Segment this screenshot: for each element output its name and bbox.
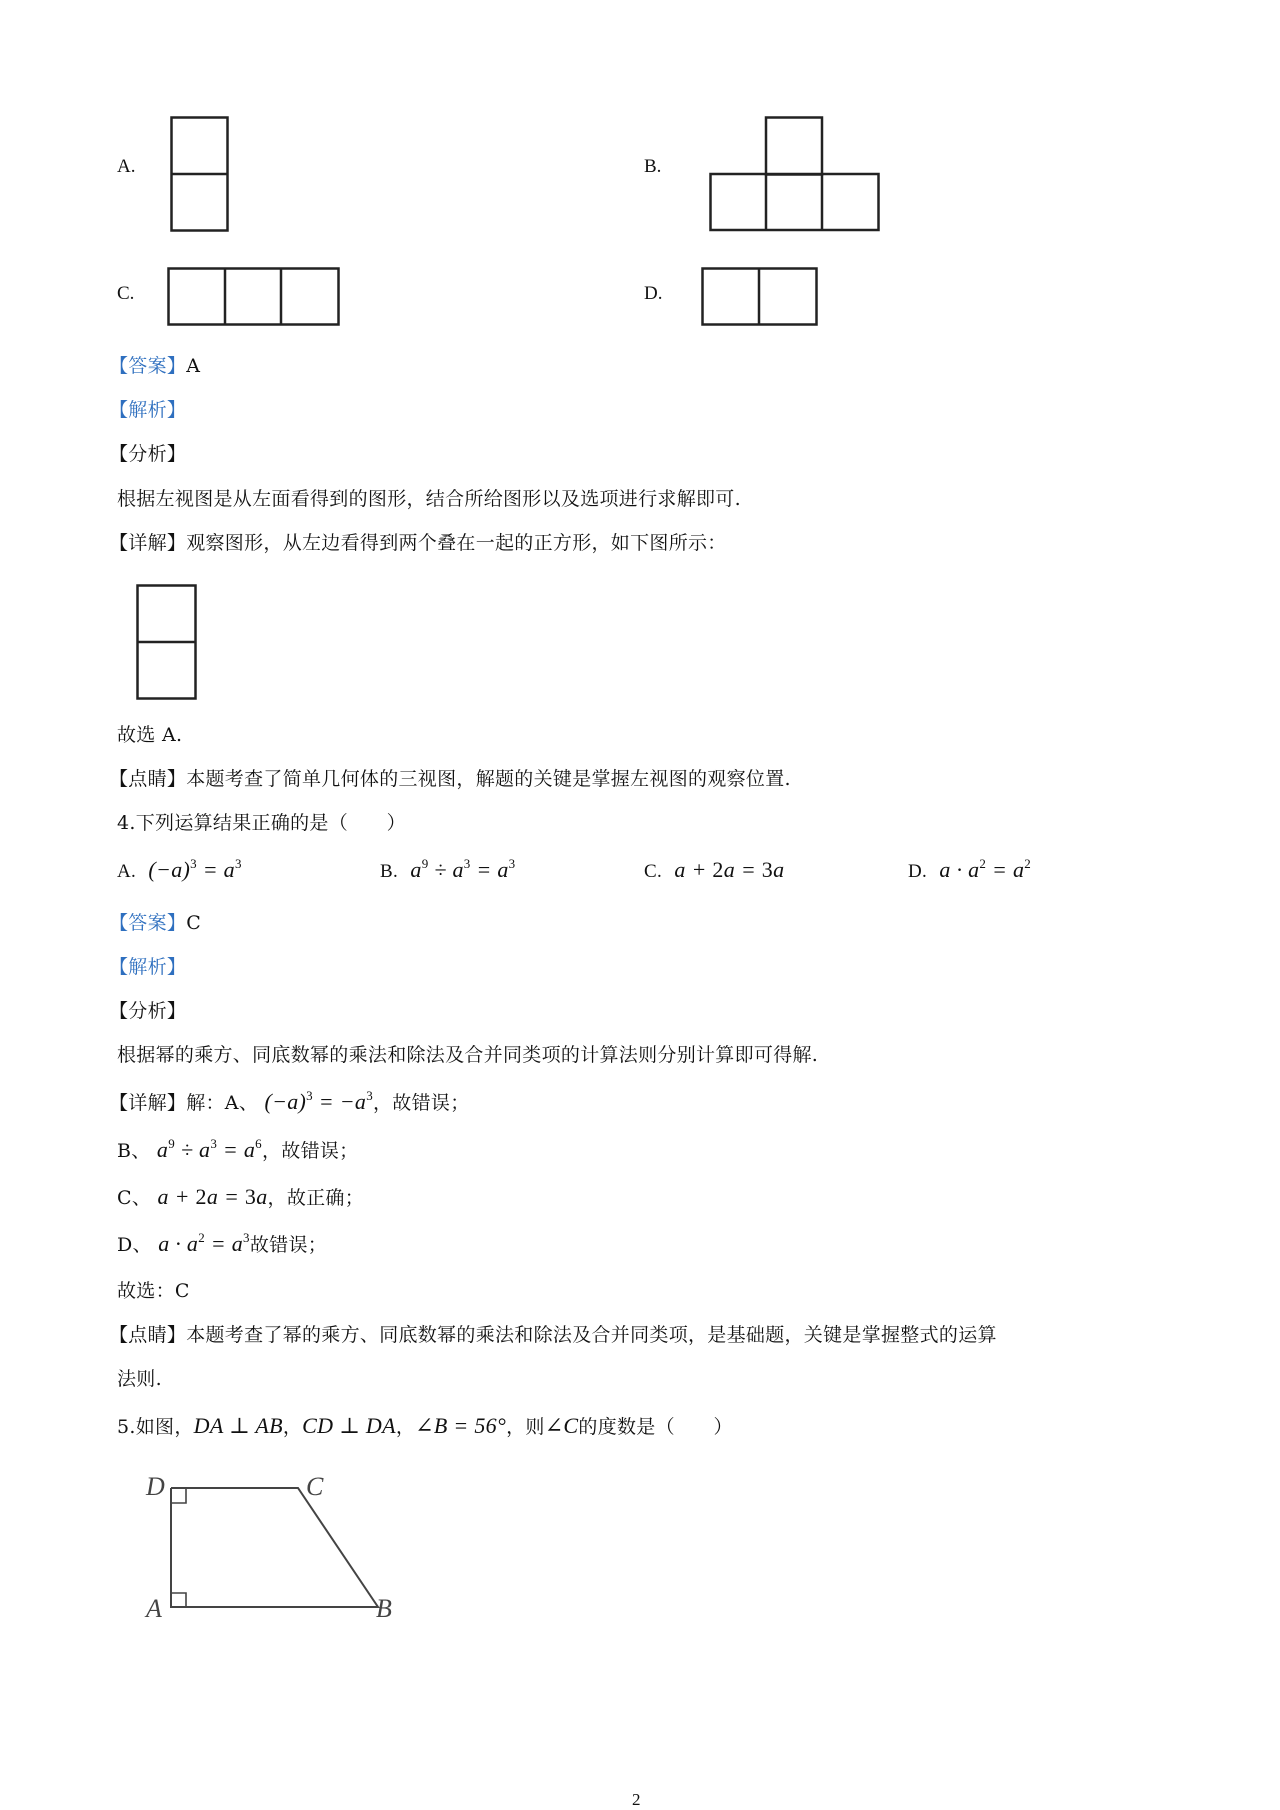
q4-option-c-expr: a + 2a = 3a — [674, 857, 785, 882]
q4-analysis-tag: 【解析】 — [109, 956, 187, 978]
q4-stem: 4.下列运算结果正确的是（ ） — [117, 812, 406, 834]
answer-value: C — [186, 912, 202, 934]
q4-option-d: D. $a \cdot a^2 = a^2$ — [908, 856, 1032, 882]
q3-conclusion: 故选 A. — [117, 724, 183, 746]
q4-comment-line2: 法则. — [117, 1368, 162, 1390]
detail-tag: 【详解】 — [109, 532, 187, 554]
answer-value: A — [186, 355, 201, 377]
q3-fenxi-text: 根据左视图是从左面看得到的图形，结合所给图形以及选项进行求解即可. — [117, 488, 741, 510]
detail-text: 观察图形，从左边看得到两个叠在一起的正方形，如下图所示： — [186, 532, 727, 554]
q3-option-c-figure — [167, 267, 341, 327]
q5-stem: 5.如图，DA ⊥ AB，CD ⊥ DA，∠B = 56°，则∠C的度数是（ ） — [117, 1413, 733, 1438]
q4-fenxi-text: 根据幂的乘方、同底数幂的乘法和除法及合并同类项的计算法则分别计算即可得解. — [117, 1044, 819, 1066]
q4-detail-line-b: B、 $a^9 \div a^3 = a^6$，故错误； — [117, 1136, 359, 1162]
q4-answer-line — [109, 911, 201, 935]
q3-option-c-label: C. — [117, 283, 135, 304]
comment-tag: 【点睛】 — [109, 1324, 187, 1346]
q3-detail-figure — [136, 584, 198, 702]
answer-tag: 【答案】 — [109, 355, 187, 377]
page-number: 2 — [632, 1790, 641, 1809]
comment-text: 本题考查了简单几何体的三视图，解题的关键是掌握左视图的观察位置. — [186, 768, 791, 790]
q4-option-a-expr: $(-a)^3 = a^3$ — [148, 856, 242, 882]
q4-comment-line — [109, 1323, 997, 1347]
q3-detail-line — [109, 531, 727, 555]
q4-option-b: B. $a^9 \div a^3 = a^3$ — [380, 856, 516, 882]
q5-trapezoid-figure — [120, 1460, 420, 1650]
q3-option-b-label: B. — [644, 156, 662, 177]
q4-fenxi-tag: 【分析】 — [109, 1000, 187, 1022]
q4-detail-line-c: C、 a + 2a = 3a，故正确； — [117, 1184, 365, 1209]
q4-detail-line-a: 【详解】解：A、 $(-a)^3 = -a^3$，故错误； — [109, 1088, 470, 1114]
q4-option-b-expr: $a^9 \div a^3 = a^3$ — [410, 856, 516, 882]
vertex-label-d: D — [146, 1472, 165, 1501]
q3-answer-line — [109, 354, 200, 378]
q4-detail-line-d: D、 $a \cdot a^2 = a^3$故错误； — [117, 1230, 328, 1256]
vertex-label-a: A — [146, 1594, 162, 1623]
comment-text: 本题考查了幂的乘方、同底数幂的乘法和除法及合并同类项，是基础题，关键是掌握整式的运算 — [186, 1324, 997, 1346]
q3-option-d-figure — [701, 267, 819, 327]
q3-option-a-label: A. — [117, 156, 136, 177]
q4-conclusion: 故选：C — [117, 1280, 190, 1302]
q3-fenxi-tag: 【分析】 — [109, 443, 187, 465]
q3-option-a-figure — [170, 116, 230, 232]
q3-analysis-tag: 【解析】 — [109, 399, 187, 421]
q3-option-b-figure — [709, 116, 881, 232]
answer-tag: 【答案】 — [109, 912, 187, 934]
q4-option-a: A. $(-a)^3 = a^3$ — [117, 856, 242, 882]
vertex-label-c: C — [306, 1472, 324, 1501]
q3-option-d-label: D. — [644, 283, 663, 304]
q3-comment-line — [109, 767, 791, 791]
comment-tag: 【点睛】 — [109, 768, 187, 790]
q4-option-c: C. a + 2a = 3a — [644, 857, 785, 882]
q4-option-d-expr: $a \cdot a^2 = a^2$ — [939, 856, 1032, 882]
vertex-label-b: B — [376, 1594, 392, 1623]
